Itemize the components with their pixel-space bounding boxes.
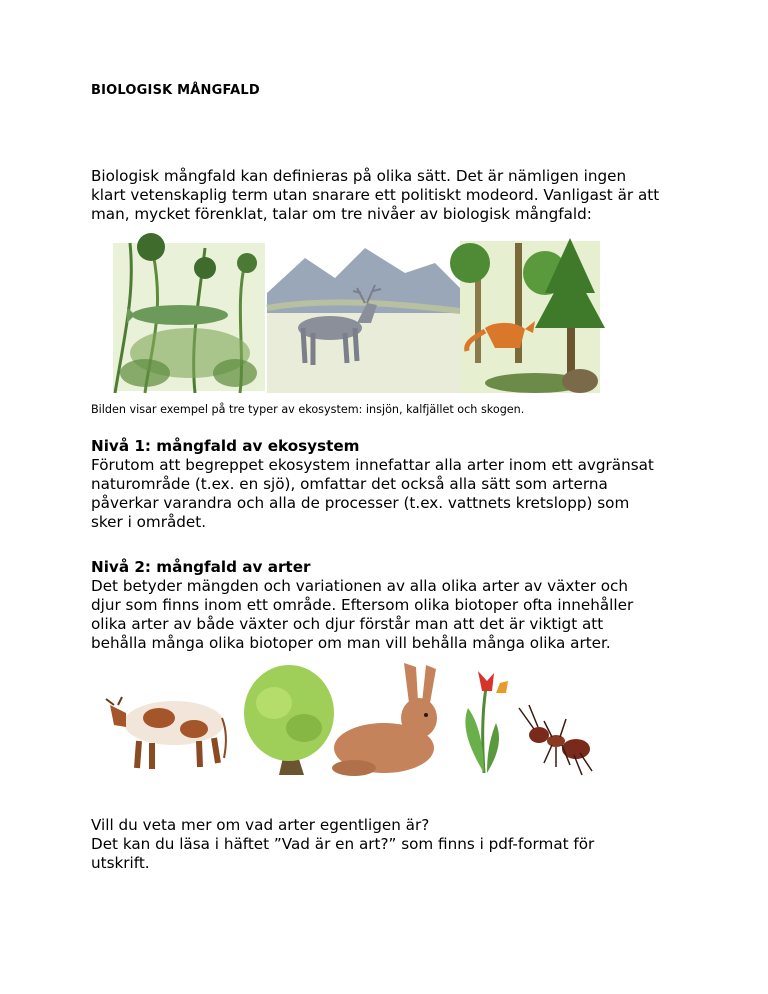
level2-line: olika arter av både växter och djur förstår man att det är viktigt att [91, 615, 604, 633]
outro-line: Det kan du läsa i häftet ”Vad är en art?” som finns i pdf-format för [91, 835, 595, 853]
intro-line: Biologisk mångfald kan definieras på olika sätt. Det är nämligen ingen [91, 167, 627, 185]
species-illustration [104, 663, 604, 783]
outro-paragraph [91, 816, 691, 873]
lake-icon [113, 233, 265, 393]
ecosystem-illustration [105, 233, 605, 398]
level2-line: djur som finns inom ett område. Eftersom olika biotoper ofta innehåller [91, 596, 634, 614]
level1-heading: Nivå 1: mångfald av ekosystem [91, 437, 360, 455]
forest-icon [450, 238, 605, 393]
level2-line: behålla många olika biotoper om man vill behålla många olika arter. [91, 634, 611, 652]
level1-line: Förutom att begreppet ekosystem innefattar alla arter inom ett avgränsat [91, 456, 654, 474]
mountain-icon [267, 248, 460, 393]
intro-paragraph [91, 167, 691, 224]
level2-heading: Nivå 2: mångfald av arter [91, 558, 311, 576]
page-title: BIOLOGISK MÅNGFALD [91, 83, 260, 98]
image-caption: Bilden visar exempel på tre typer av ekosystem: insjön, kalfjället och skogen. [91, 403, 525, 416]
level1-line: naturområde (t.ex. en sjö), omfattar det också alla sätt som arterna [91, 475, 608, 493]
level2-line: Det betyder mängden och variationen av alla olika arter av växter och [91, 577, 629, 595]
level1-line: påverkar varandra och alla de processer (t.ex. vattnets kretslopp) som [91, 494, 630, 512]
level1-paragraph [91, 456, 691, 532]
level2-paragraph [91, 577, 691, 653]
tree-icon [244, 665, 334, 775]
cow-icon [106, 697, 226, 769]
intro-line: klart vetenskaplig term utan snarare ett politiskt modeord. Vanligast är att [91, 186, 660, 204]
tulip-icon [465, 671, 508, 773]
level1-line: sker i området. [91, 513, 207, 531]
ant-icon [519, 705, 592, 775]
outro-line: utskrift. [91, 854, 150, 872]
intro-line: man, mycket förenklat, talar om tre nivåer av biologisk mångfald: [91, 205, 592, 223]
outro-line: Vill du veta mer om vad arter egentligen är? [91, 816, 430, 834]
hare-icon [332, 663, 437, 776]
